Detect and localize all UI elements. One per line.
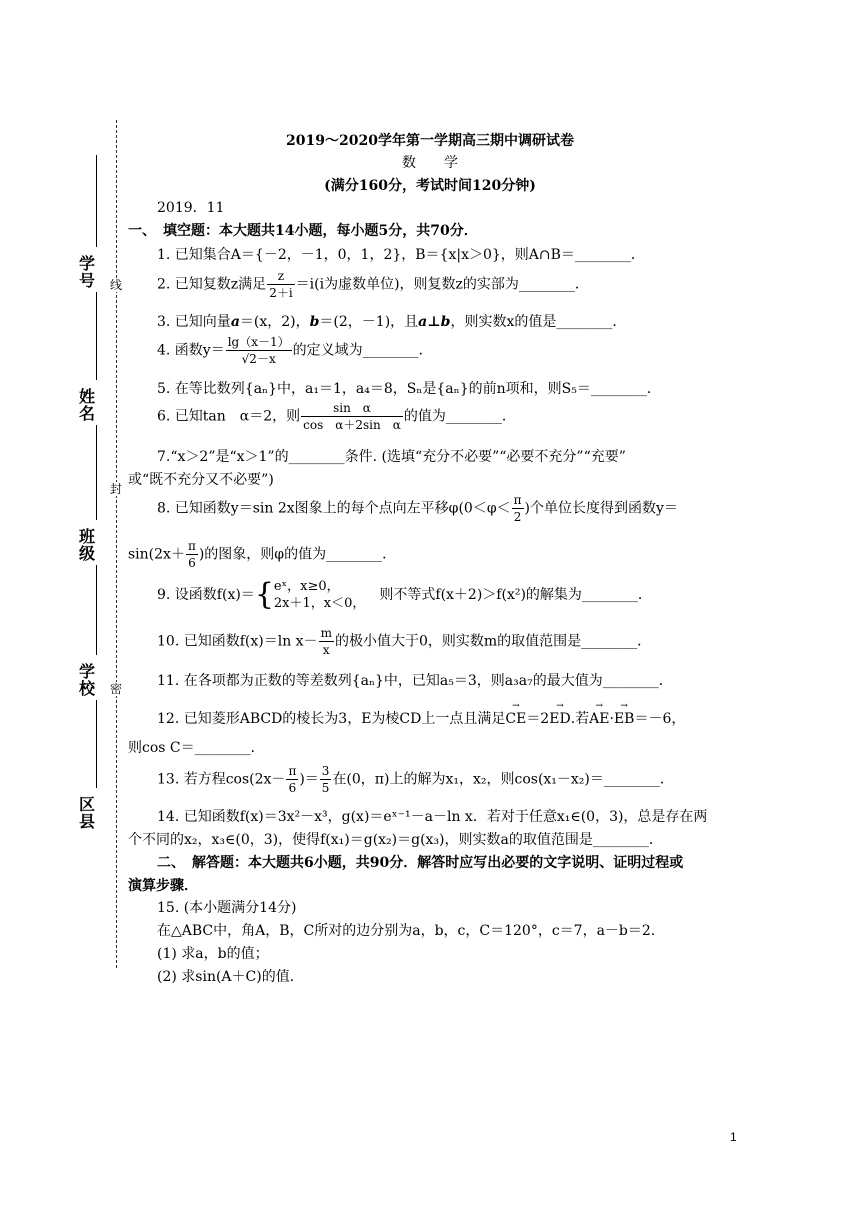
- question-6: 6. 已知tan α＝2，则 $\frac{\text{sin α}}{\text{cos α＋2sin α}}$ 的值为________．: [157, 401, 516, 432]
- question-1: 1. 已知集合A＝{－2，－1，0，1，2}，B＝{x|x＞0}，则A∩B＝________．: [157, 247, 645, 263]
- sidebar-label-name: 姓名: [78, 387, 95, 423]
- question-7-line-2: 或“既不充分又不必要”): [128, 472, 274, 488]
- question-8: 8. 已知函数y＝sin 2x图象上的每个点向左平移φ(0＜φ＜ $\frac{\pi}{2}$ )个单位长度得到函数y＝: [157, 493, 678, 524]
- subject-title: 数 学: [402, 155, 458, 171]
- question-12-line-2: 则cos C＝________．: [128, 740, 265, 756]
- question-10: 10. 已知函数f(x)＝ln x－ $\frac{m}{x}$ 的极小值大于0，则实数m的取值范围是________．: [157, 626, 652, 657]
- question-9: 9. 设函数f(x)＝{eˣ，x≥0， 2x＋1，x＜0， 则不等式f(x＋2)＞f(x²)的解集为________．: [157, 577, 652, 612]
- question-8-line-2: sin(2x＋ $\frac{\pi}{6}$ )的图象，则φ的值为________．: [128, 539, 397, 570]
- question-3: 3. 已知向量a＝(x，2)，b＝(2，－1)，且a⊥b，则实数x的值是________．: [157, 314, 627, 330]
- section-1-heading: 一、 填空题：本大题共14小题，每小题5分，共70分．: [128, 223, 478, 239]
- seal-char-seal: 封: [110, 482, 123, 496]
- question-7-line-1: 7.“x＞2”是“x＞1”的________条件. (选填“充分不必要”“必要不充分”“充要”: [157, 449, 626, 465]
- sidebar-label-district: 区县: [78, 795, 95, 831]
- question-11: 11. 在各项都为正数的等差数列{aₙ}中，已知a₅＝3，则a₃a₇的最大值为________．: [157, 673, 673, 689]
- question-13: 13. 若方程cos(2x－ $\frac{\pi}{6}$ )＝ $\frac{3}{5}$ 在(0，π)上的解为x₁，x₂，则cos(x₁－x₂)＝________．: [157, 764, 674, 795]
- section-2-heading-line-2: 演算步骤．: [128, 878, 198, 894]
- binding-dashed-line: [116, 120, 117, 968]
- brace-icon: {: [254, 577, 274, 612]
- seal-char-line: 线: [110, 278, 123, 292]
- section-2-heading-line-1: 二、 解答题：本大题共6小题，共90分．解答时应写出必要的文字说明、证明过程或: [157, 855, 684, 871]
- sidebar-fill-line: [96, 565, 97, 655]
- question-2: 2. 已知复数z满足 $\frac{z}{2+i}$ ＝i(i为虚数单位)，则复数z的实部为________．: [157, 269, 589, 300]
- sidebar-label-school: 学校: [78, 662, 95, 698]
- question-12: 12. 已知菱形ABCD的棱长为3，E为棱CD上一点且满足→ CE＝2→ ED.若→ AE·→ EB＝－6，: [157, 708, 685, 728]
- seal-char-secret: 密: [110, 682, 123, 696]
- question-15-stem: 在△ABC中，角A，B，C所对的边分别为a，b，c，C＝120°，c＝7，a－b＝2.: [157, 923, 656, 939]
- question-5: 5. 在等比数列{aₙ}中，a₁＝1，a₄＝8，Sₙ是{aₙ}的前n项和，则S₅＝________．: [157, 381, 661, 397]
- page-number: 1: [730, 1130, 737, 1144]
- sidebar-label-class: 班级: [78, 527, 95, 563]
- question-4: 4. 函数y＝ $\frac{\lg(x-1)}{√2-x}$ 的定义域为________．: [157, 335, 433, 366]
- question-14-line-2: 个不同的x₂，x₃∈(0，3)，使得f(x₁)＝g(x₂)＝g(x₃)，则实数a的取值范围是________．: [128, 832, 663, 848]
- sidebar-label-student-id: 学号: [78, 254, 95, 290]
- sidebar-fill-line: [96, 292, 97, 380]
- question-14-line-1: 14. 已知函数f(x)＝3x²－x³，g(x)＝eˣ⁻¹－a－ln x．若对于任意x₁∈(0，3)，总是存在两: [157, 809, 708, 825]
- question-15-part-1: (1) 求a，b的值；: [157, 946, 269, 962]
- question-15-part-2: (2) 求sin(A＋C)的值．: [157, 969, 304, 985]
- exam-title: 2019～2020学年第一学期高三期中调研试卷: [286, 133, 574, 149]
- exam-note: (满分160分，考试时间120分钟): [324, 178, 536, 194]
- exam-date: 2019．11: [157, 200, 225, 216]
- sidebar-fill-line: [96, 425, 97, 520]
- question-15-title: 15. (本小题满分14分): [157, 900, 297, 916]
- sidebar-fill-line: [96, 700, 97, 788]
